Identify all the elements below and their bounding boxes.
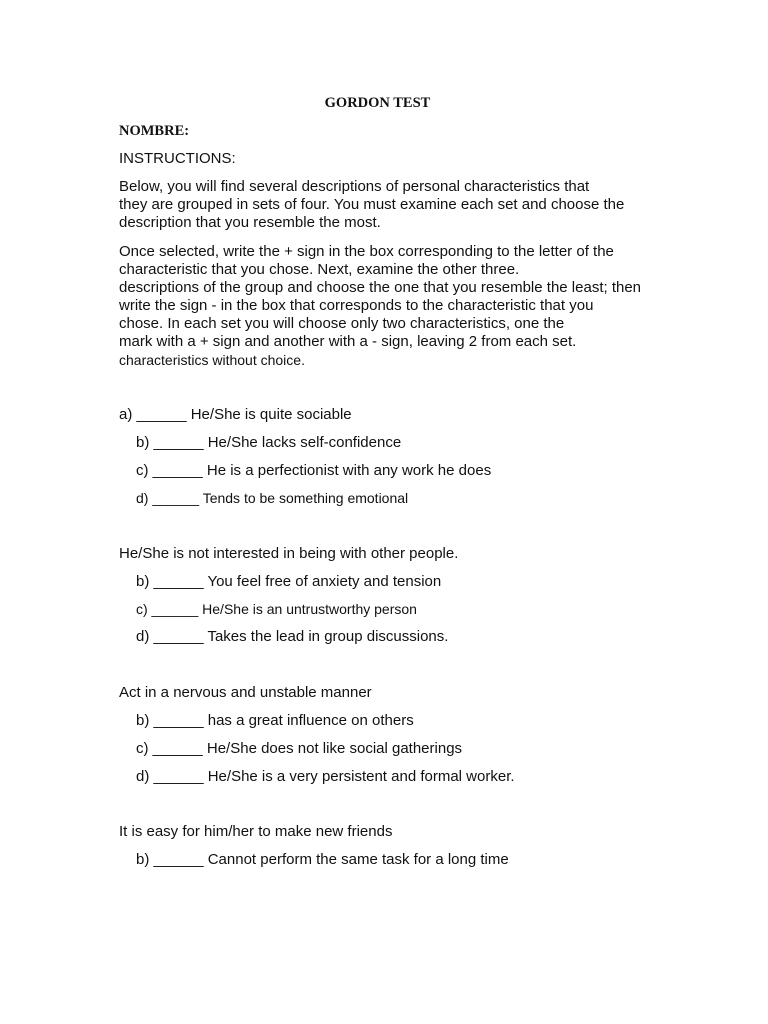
instructions-paragraph-1 [119,178,624,232]
paragraph-line: chose. In each set you will choose only two characteristics, one the [119,315,565,332]
set-2-item-a: He/She is not interested in being with other people. [119,545,459,562]
paragraph-line: mark with a + sign and another with a - sign, leaving 2 from each set. [119,333,577,350]
paragraph-line: write the sign - in the box that corresponds to the characteristic that you [119,297,594,314]
set-4-item-b: b) ______ Cannot perform the same task for a long time [136,851,509,868]
set-3-item-c: c) ______ He/She does not like social gatherings [136,740,463,757]
document-title: GORDON TEST [324,95,431,111]
set-1-item-d: d) ______ Tends to be something emotional [136,490,409,506]
set-2-item-d: d) ______ Takes the lead in group discussions. [136,628,449,645]
paragraph-line: Below, you will find several descriptions of personal characteristics that [119,178,590,195]
paragraph-line: they are grouped in sets of four. You must examine each set and choose the [119,196,625,213]
instructions-heading: INSTRUCTIONS: [119,150,236,167]
set-1-item-c: c) ______ He is a perfectionist with any work he does [136,462,492,479]
set-1-item-a: a) ______ He/She is quite sociable [119,406,352,423]
paragraph-line: descriptions of the group and choose the one that you resemble the least; then [119,279,642,296]
set-3-item-b: b) ______ has a great influence on others [136,712,414,729]
paragraph-line: characteristic that you chose. Next, examine the other three. [119,261,520,278]
set-1-item-b: b) ______ He/She lacks self-confidence [136,434,402,451]
instructions-paragraph-2 [119,243,641,369]
paragraph-line: description that you resemble the most. [119,214,381,231]
set-3-item-a: Act in a nervous and unstable manner [119,684,372,701]
set-2-item-b: b) ______ You feel free of anxiety and tension [136,573,442,590]
set-2-item-c: c) ______ He/She is an untrustworthy person [136,601,417,617]
set-4-item-a: It is easy for him/her to make new friends [119,823,393,840]
name-label: NOMBRE: [119,123,190,139]
paragraph-line: characteristics without choice. [119,352,305,368]
set-3-item-d: d) ______ He/She is a very persistent and formal worker. [136,768,515,785]
paragraph-line: Once selected, write the + sign in the box corresponding to the letter of the [119,243,614,260]
